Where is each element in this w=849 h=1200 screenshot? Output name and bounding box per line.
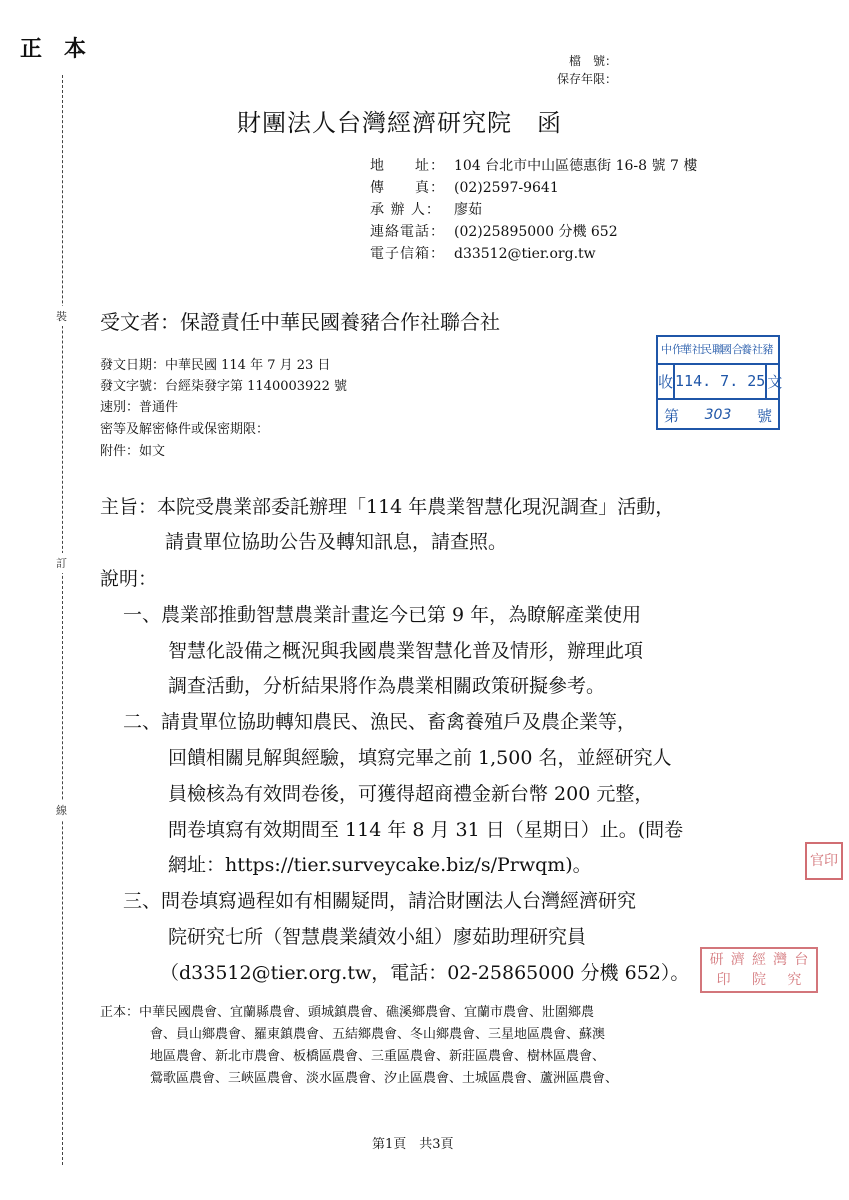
contact-phone [370,222,618,242]
seal-char: 院 [751,971,766,988]
contact-label: 承 辦 人： [370,202,441,218]
seal-char: 台 [794,951,809,968]
explanation-line: 智慧化設備之概況與我國農業智慧化普及情形，辦理此項 [168,640,644,662]
explanation-line: 三、問卷填寫過程如有相關疑問，請洽財團法人台灣經濟研究 [123,890,637,912]
cc-line: 正本：中華民國農會、宜蘭縣農會、頭城鎮農會、礁溪鄉農會、宜蘭市農會、壯圍鄉農 [100,1005,595,1020]
cc-line: 鶯歌區農會、三峽區農會、淡水區農會、汐止區農會、土城區農會、蘆洲區農會、 [150,1071,619,1086]
explanation-label: 說明： [100,568,158,590]
letter-title: 財團法人台灣經濟研究院 函 [237,109,562,137]
subject-line-1: 主旨：本院受農業部委託辦理「114 年農業智慧化現況調查」活動， [100,496,675,518]
seal-char: 經 [751,951,766,968]
copy-mark: 正本 [20,36,109,62]
binding-mark-3: 線 [56,800,67,820]
stamp-org-name: 中作 華社 民聯 國合 養社 豬 [658,337,778,365]
speed-class: 速別：普通件 [100,400,179,415]
cc-line: 會、員山鄉農會、羅東鎮農會、五結鄉農會、冬山鄉農會、三星地區農會、蘇澳 [150,1027,606,1042]
explanation-line: 調查活動，分析結果將作為農業相關政策研擬參考。 [168,675,606,697]
binding-line [62,75,63,1165]
document-number: 發文字號：台經柒發字第 1140003922 號 [100,379,347,394]
security-level: 密等及解密條件或保密期限： [100,422,270,437]
official-seal-large [700,947,818,993]
contact-email [370,244,596,264]
attachment: 附件：如文 [100,444,166,459]
contact-value: 廖茹 [454,202,482,218]
subject-line-2: 請貴單位協助公告及轉知訊息，請查照。 [165,531,508,553]
contact-label: 連絡電話： [370,224,445,240]
contact-value: 104 台北市中山區德惠街 16-8 號 7 樓 [454,158,698,174]
explanation-line: 院研究七所（智慧農業績效小組）廖茹助理研究員 [168,926,587,948]
contact-label: 傳 真： [370,180,445,196]
seal-char: 研 [709,951,724,968]
stamp-number: 303 [704,407,732,423]
stamp-date: 114. 7. 25 [673,365,767,398]
contact-label: 電子信箱： [370,246,445,262]
cc-line: 地區農會、新北市農會、板橋區農會、三重區農會、新莊區農會、樹林區農會、 [150,1049,606,1064]
contact-fax [370,178,559,198]
stamp-received-char: 收 [658,373,674,391]
explanation-line: 網址：https://tier.surveycake.biz/s/Prwqm)。 [168,854,592,876]
retention-label: 保存年限： [556,72,617,86]
contact-address [370,156,697,176]
contact-value: (02)2597-9641 [454,180,559,196]
seal-char: 灣 [773,951,788,968]
contact-label: 地 址： [370,158,445,174]
seal-char: 印 [716,971,731,988]
contact-value: (02)25895000 分機 652 [454,224,618,240]
explanation-line: （d33512@tier.org.tw，電話：02-25865000 分機 652）。 [160,962,690,984]
recipient: 受文者：保證責任中華民國養豬合作社聯合社 [100,310,500,334]
binding-mark-1: 裝 [56,306,67,326]
explanation-line: 問卷填寫有效期間至 114 年 8 月 31 日（星期日）止。(問卷 [168,819,684,841]
explanation-line: 回饋相關見解與經驗，填寫完畢之前 1,500 名，並經研究人 [168,747,672,769]
contact-handler [370,200,482,220]
explanation-line: 一、農業部推動智慧農業計畫迄今已第 9 年，為瞭解產業使用 [123,604,642,626]
seal-char: 濟 [730,951,745,968]
explanation-line: 二、請貴單位協助轉知農民、漁民、畜禽養殖戶及農企業等， [123,711,637,733]
stamp-no-prefix: 第 [664,406,680,425]
seal-char: 究 [787,971,802,988]
contact-value: d33512@tier.org.tw [454,246,596,262]
stamp-no-suffix: 號 [756,406,772,425]
issue-date: 發文日期：中華民國 114 年 7 月 23 日 [100,358,331,373]
binding-mark-2: 訂 [56,553,67,573]
explanation-line: 員檢核為有效問卷後，可獲得超商禮金新台幣 200 元整， [168,783,654,805]
official-seal-small: 官印 [805,842,843,880]
file-number-label: 檔 號： [568,54,617,68]
page-number: 第1頁 共3頁 [372,1137,454,1152]
receipt-stamp [656,335,783,430]
stamp-doc-char: 文 [767,373,783,391]
